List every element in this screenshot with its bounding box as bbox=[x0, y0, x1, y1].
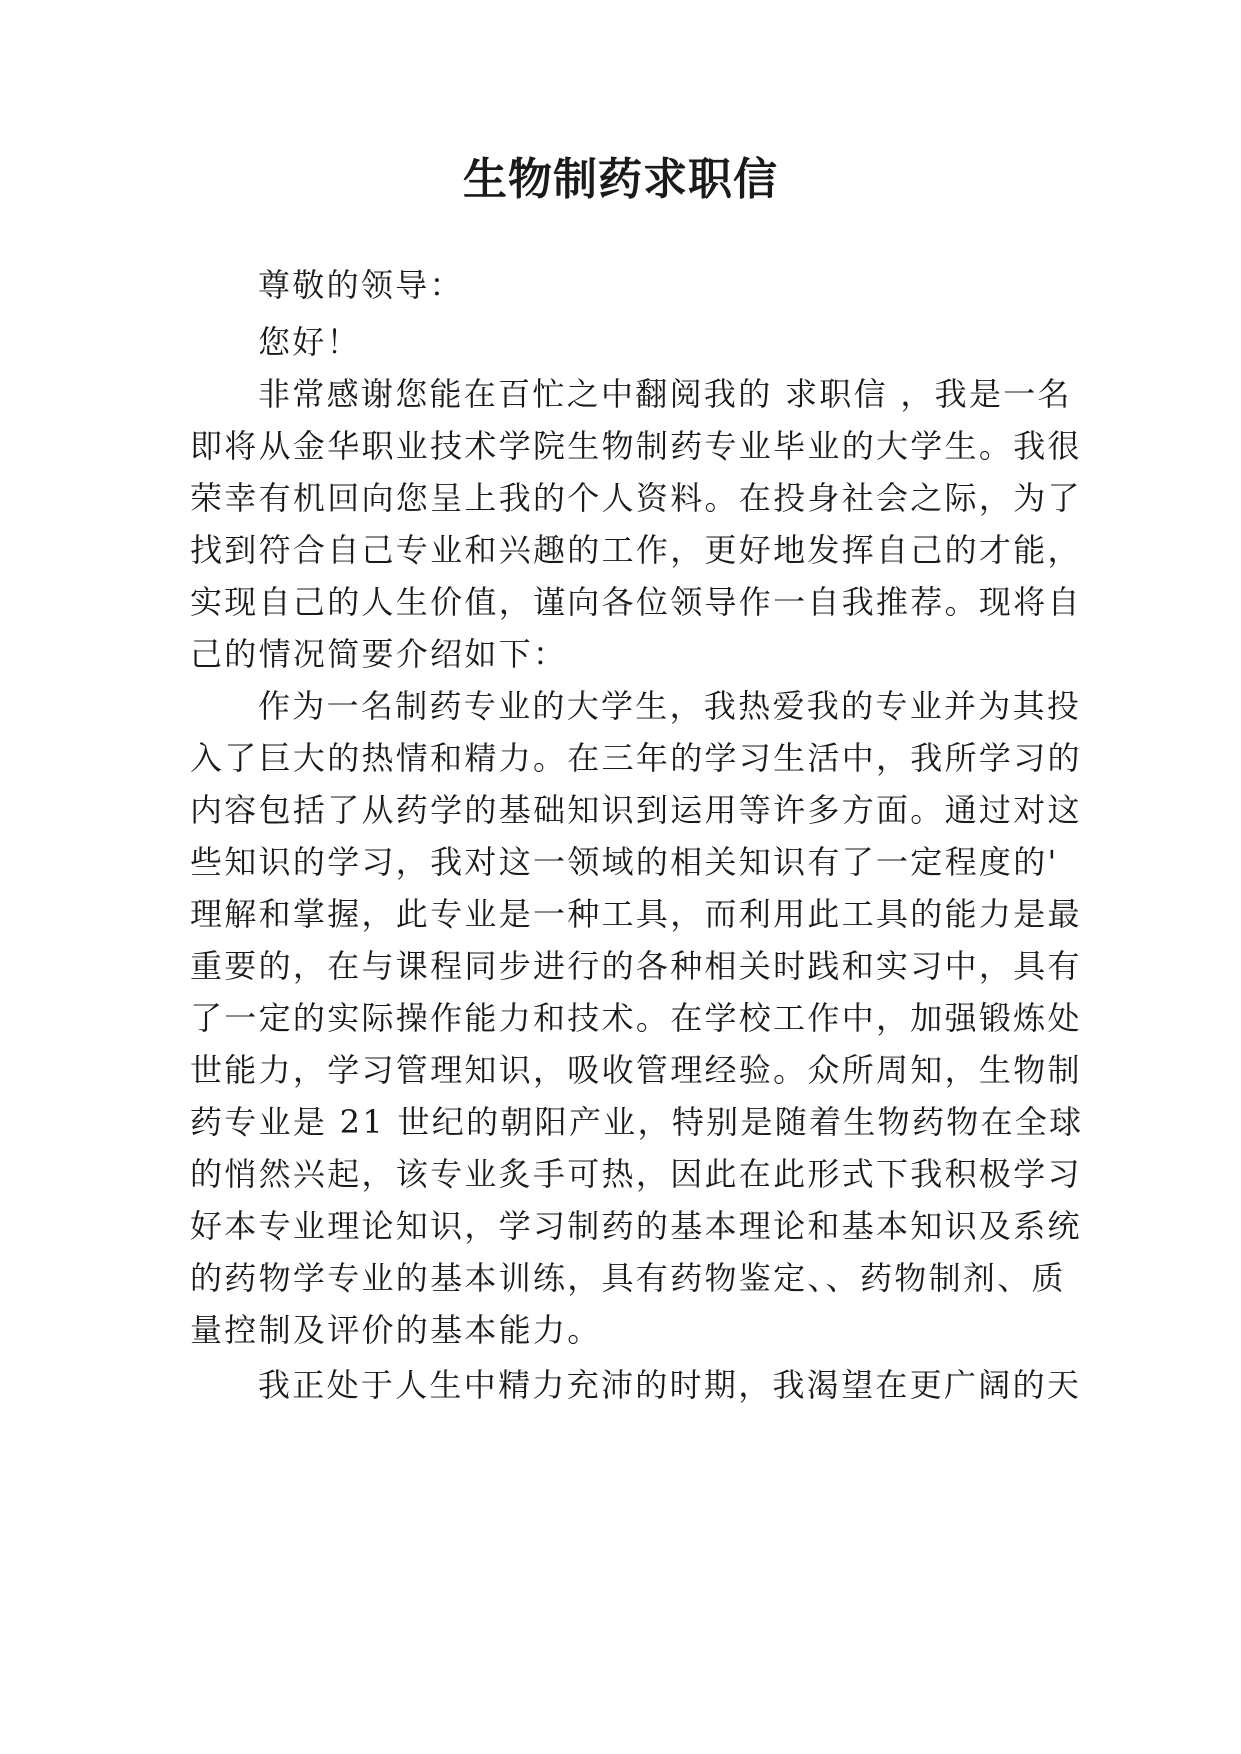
body-line: 找到符合自己专业和兴趣的工作，更好地发挥自己的才能， bbox=[190, 531, 1082, 569]
body-line: 的悄然兴起，该专业炙手可热，因此在此形式下我积极学习 bbox=[190, 1155, 1082, 1193]
greeting-line: 您好！ bbox=[258, 323, 361, 361]
body-line: 些知识的学习，我对这一领域的相关知识有了一定程度的' bbox=[190, 843, 1059, 881]
body-line: 重要的，在与课程同步进行的各种相关时践和实习中，具有 bbox=[190, 947, 1082, 985]
body-line: 世能力，学习管理知识，吸收管理经验。众所周知，生物制 bbox=[190, 1051, 1082, 1089]
body-line: 药专业是 21 世纪的朝阳产业，特别是随着生物药物在全球 bbox=[190, 1103, 1084, 1141]
body-line: 即将从金华职业技术学院生物制药专业毕业的大学生。我很 bbox=[190, 427, 1082, 465]
body-line: 荣幸有机回向您呈上我的个人资料。在投身社会之际，为了 bbox=[190, 479, 1082, 517]
body-line: 作为一名制药专业的大学生，我热爱我的专业并为其投 bbox=[258, 687, 1082, 725]
document-title: 生物制药求职信 bbox=[463, 154, 778, 205]
body-line: 入了巨大的热情和精力。在三年的学习生活中，我所学习的 bbox=[190, 739, 1082, 777]
body-line: 了一定的实际操作能力和技术。在学校工作中，加强锻炼处 bbox=[190, 999, 1082, 1037]
body-line: 实现自己的人生价值，谨向各位领导作一自我推荐。现将自 bbox=[190, 583, 1082, 621]
body-line: 理解和掌握，此专业是一种工具，而利用此工具的能力是最 bbox=[190, 895, 1082, 933]
body-line: 量控制及评价的基本能力。 bbox=[190, 1311, 602, 1349]
body-line: 好本专业理论知识，学习制药的基本理论和基本知识及系统 bbox=[190, 1207, 1082, 1245]
salutation-line: 尊敬的领导： bbox=[258, 266, 464, 304]
body-line: 内容包括了从药学的基础知识到运用等许多方面。通过对这 bbox=[190, 791, 1082, 829]
body-line: 的药物学专业的基本训练，具有药物鉴定、、药物制剂、质 bbox=[190, 1259, 1066, 1297]
body-line: 非常感谢您能在百忙之中翻阅我的 求职信 ，我是一名 bbox=[258, 375, 1072, 413]
body-line: 己的情况简要介绍如下： bbox=[190, 635, 568, 673]
body-line: 我正处于人生中精力充沛的时期，我渴望在更广阔的天 bbox=[258, 1366, 1082, 1404]
